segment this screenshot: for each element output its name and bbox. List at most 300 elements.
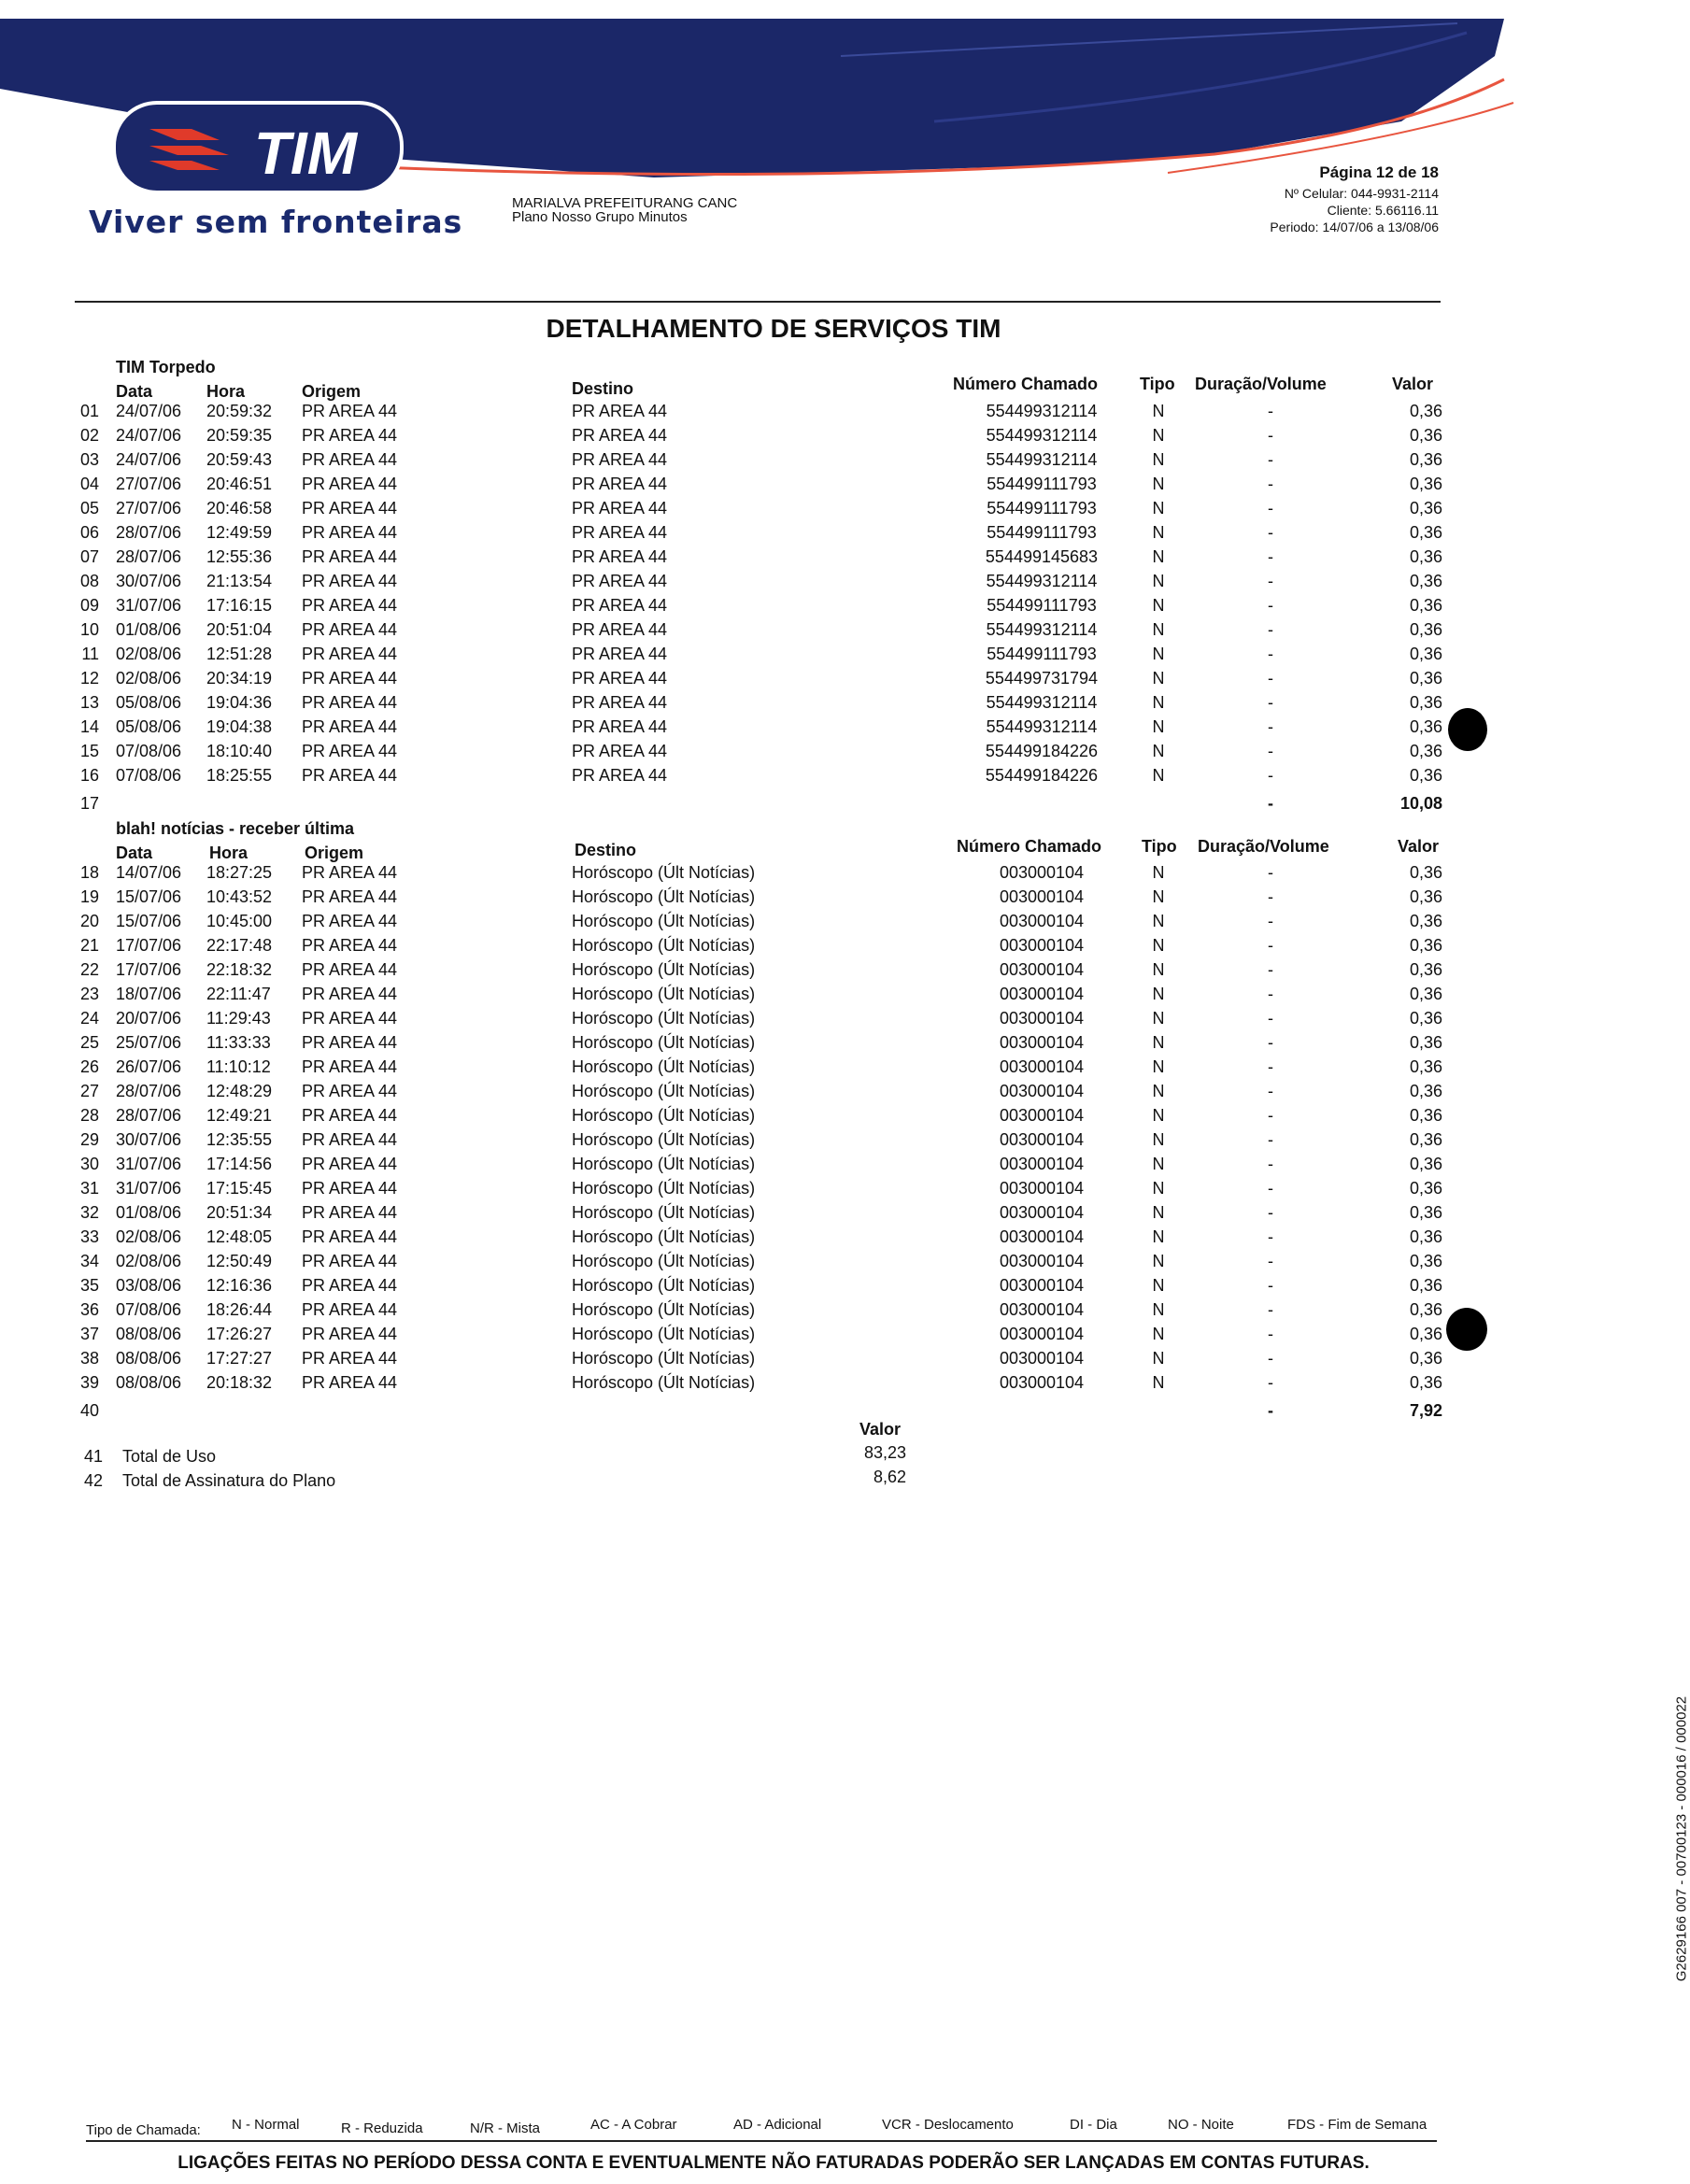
row-type: N <box>1152 426 1165 445</box>
row-destination: PR AREA 44 <box>572 475 668 493</box>
row-number: 12 <box>79 669 99 688</box>
row-time: 11:33:33 <box>206 1033 271 1052</box>
table-row <box>0 1373 1547 1397</box>
row-number: 11 <box>81 645 99 663</box>
row-type: N <box>1152 620 1165 639</box>
row-type: N <box>1152 1203 1165 1222</box>
row-date: 28/07/06 <box>116 1082 182 1100</box>
row-called-number: 003000104 <box>999 1276 1085 1295</box>
table-row <box>0 1009 1547 1033</box>
row-date: 08/08/06 <box>116 1349 182 1368</box>
row-called-number: 003000104 <box>999 1325 1085 1343</box>
row-value: 0,36 <box>1409 1203 1442 1222</box>
row-number: 22 <box>79 960 99 979</box>
row-destination: Horóscopo (Últ Notícias) <box>572 912 756 930</box>
row-duration: - <box>1268 1130 1273 1149</box>
row-called-number: 003000104 <box>999 1349 1085 1368</box>
row-type: N <box>1152 985 1165 1003</box>
row-type: N <box>1152 1009 1165 1028</box>
row-origin: PR AREA 44 <box>302 1057 398 1076</box>
row-number: 27 <box>79 1082 99 1100</box>
row-time: 22:11:47 <box>206 985 271 1003</box>
client-id: Cliente: 5.66116.11 <box>1327 203 1439 218</box>
row-date: 24/07/06 <box>116 402 182 420</box>
row-type: N <box>1152 1106 1165 1125</box>
row-number: 37 <box>79 1325 99 1343</box>
table-row <box>0 547 1547 572</box>
row-duration: - <box>1268 475 1273 493</box>
row-destination: PR AREA 44 <box>572 499 668 518</box>
row-type: N <box>1152 1082 1165 1100</box>
row-value: 0,36 <box>1409 887 1442 906</box>
row-value: 0,36 <box>1409 499 1442 518</box>
row-date: 02/08/06 <box>116 645 182 663</box>
row-time: 17:14:56 <box>206 1155 273 1173</box>
phone-number: Nº Celular: 044-9931-2114 <box>1284 186 1439 201</box>
row-origin: PR AREA 44 <box>302 912 398 930</box>
row-time: 18:25:55 <box>206 766 273 785</box>
total-dash: - <box>1268 794 1273 813</box>
page-info <box>1270 164 1439 235</box>
row-value: 0,36 <box>1409 1057 1442 1076</box>
row-type: N <box>1152 863 1165 882</box>
summary-label: Total de Uso <box>122 1447 217 1466</box>
row-date: 28/07/06 <box>116 523 182 542</box>
row-date: 02/08/06 <box>116 1227 182 1246</box>
row-number: 17 <box>79 794 99 813</box>
table-row <box>0 936 1547 960</box>
row-time: 12:48:29 <box>206 1082 273 1100</box>
row-duration: - <box>1268 1033 1273 1052</box>
summary-num: 41 <box>83 1447 103 1466</box>
row-time: 22:17:48 <box>206 936 273 955</box>
row-origin: PR AREA 44 <box>302 1082 398 1100</box>
row-destination: Horóscopo (Últ Notícias) <box>572 1155 756 1173</box>
row-value: 0,36 <box>1409 960 1442 979</box>
row-destination: PR AREA 44 <box>572 669 668 688</box>
row-value: 0,36 <box>1409 523 1442 542</box>
col-hora: Hora <box>209 844 249 862</box>
row-destination: PR AREA 44 <box>572 547 668 566</box>
row-number: 34 <box>79 1252 99 1270</box>
row-duration: - <box>1268 717 1273 736</box>
row-origin: PR AREA 44 <box>302 960 398 979</box>
row-called-number: 554499312114 <box>986 572 1098 590</box>
row-number: 24 <box>79 1009 99 1028</box>
row-duration: - <box>1268 1349 1273 1368</box>
row-number: 35 <box>79 1276 99 1295</box>
summary-num: 42 <box>83 1471 103 1490</box>
total-value: 10,08 <box>1399 794 1442 813</box>
row-duration: - <box>1268 669 1273 688</box>
row-number: 19 <box>79 887 99 906</box>
row-number: 03 <box>79 450 99 469</box>
row-value: 0,36 <box>1409 547 1442 566</box>
row-date: 05/08/06 <box>116 693 182 712</box>
table-row <box>0 1057 1547 1082</box>
row-value: 0,36 <box>1409 669 1442 688</box>
row-date: 17/07/06 <box>116 960 182 979</box>
row-time: 12:51:28 <box>206 645 273 663</box>
row-number: 08 <box>79 572 99 590</box>
row-type: N <box>1152 742 1165 760</box>
row-value: 0,36 <box>1409 1325 1442 1343</box>
row-time: 20:59:32 <box>206 402 273 420</box>
brand-tagline: Viver sem fronteiras <box>89 204 463 240</box>
row-number: 26 <box>79 1057 99 1076</box>
row-date: 03/08/06 <box>116 1276 182 1295</box>
legend-item: N - Normal <box>232 2117 300 2133</box>
row-value: 0,36 <box>1409 402 1442 420</box>
row-number: 31 <box>79 1179 99 1198</box>
row-type: N <box>1152 693 1165 712</box>
row-duration: - <box>1268 912 1273 930</box>
row-duration: - <box>1268 402 1273 420</box>
row-origin: PR AREA 44 <box>302 572 398 590</box>
row-duration: - <box>1268 499 1273 518</box>
row-time: 12:49:21 <box>206 1106 273 1125</box>
row-duration: - <box>1268 1155 1273 1173</box>
row-duration: - <box>1268 1276 1273 1295</box>
row-origin: PR AREA 44 <box>302 766 398 785</box>
row-number: 07 <box>79 547 99 566</box>
row-destination: Horóscopo (Últ Notícias) <box>572 863 756 882</box>
row-value: 0,36 <box>1409 912 1442 930</box>
row-duration: - <box>1268 450 1273 469</box>
summary-value: 8,62 <box>873 1468 906 1486</box>
row-date: 24/07/06 <box>116 450 182 469</box>
row-value: 0,36 <box>1409 572 1442 590</box>
row-type: N <box>1152 887 1165 906</box>
row-number: 05 <box>79 499 99 518</box>
row-destination: Horóscopo (Últ Notícias) <box>572 1009 756 1028</box>
customer-name: MARIALVA PREFEITURANG CANC <box>512 195 738 211</box>
row-date: 01/08/06 <box>116 620 182 639</box>
row-type: N <box>1152 1179 1165 1198</box>
row-time: 17:27:27 <box>206 1349 273 1368</box>
page-title: DETALHAMENTO DE SERVIÇOS TIM <box>546 314 1001 343</box>
footer-note: LIGAÇÕES FEITAS NO PERÍODO DESSA CONTA E EVENTUALMENTE NÃO FATURADAS PODERÃO SER LANÇADAS EM CONTAS FUTURAS. <box>178 2153 1370 2173</box>
row-called-number: 003000104 <box>999 1057 1085 1076</box>
header-divider <box>75 301 1441 303</box>
ink-blot <box>1446 1308 1487 1351</box>
row-date: 17/07/06 <box>116 936 182 955</box>
row-time: 11:29:43 <box>206 1009 271 1028</box>
row-duration: - <box>1268 1227 1273 1246</box>
row-date: 28/07/06 <box>116 1106 182 1125</box>
row-called-number: 003000104 <box>999 936 1085 955</box>
row-value: 0,36 <box>1409 1130 1442 1149</box>
table-row <box>0 742 1547 766</box>
row-value: 0,36 <box>1409 1373 1442 1392</box>
row-time: 12:16:36 <box>206 1276 273 1295</box>
total-row <box>0 1401 1547 1425</box>
table-row <box>0 523 1547 547</box>
row-value: 0,36 <box>1409 1252 1442 1270</box>
table-row <box>0 1325 1547 1349</box>
table-row <box>0 1300 1547 1325</box>
row-date: 24/07/06 <box>116 426 182 445</box>
row-duration: - <box>1268 547 1273 566</box>
row-value: 0,36 <box>1409 1227 1442 1246</box>
table-row <box>0 863 1547 887</box>
table-row <box>0 1033 1547 1057</box>
table-row <box>0 426 1547 450</box>
row-date: 07/08/06 <box>116 742 182 760</box>
row-type: N <box>1152 450 1165 469</box>
row-duration: - <box>1268 523 1273 542</box>
row-called-number: 003000104 <box>999 912 1085 930</box>
row-number: 33 <box>79 1227 99 1246</box>
row-time: 10:43:52 <box>206 887 273 906</box>
table-row <box>0 499 1547 523</box>
row-called-number: 003000104 <box>999 1009 1085 1028</box>
customer-info <box>512 196 737 224</box>
row-number: 38 <box>79 1349 99 1368</box>
row-destination: PR AREA 44 <box>572 523 668 542</box>
row-value: 0,36 <box>1409 985 1442 1003</box>
col-valor: Valor <box>1398 837 1440 856</box>
row-date: 31/07/06 <box>116 596 182 615</box>
row-origin: PR AREA 44 <box>302 1130 398 1149</box>
table-row <box>0 1179 1547 1203</box>
row-origin: PR AREA 44 <box>302 1009 398 1028</box>
row-origin: PR AREA 44 <box>302 426 398 445</box>
row-number: 25 <box>79 1033 99 1052</box>
row-value: 0,36 <box>1409 426 1442 445</box>
row-destination: Horóscopo (Últ Notícias) <box>572 1252 756 1270</box>
row-time: 20:34:19 <box>206 669 273 688</box>
row-time: 12:48:05 <box>206 1227 273 1246</box>
row-date: 25/07/06 <box>116 1033 182 1052</box>
row-time: 12:49:59 <box>206 523 273 542</box>
row-value: 0,36 <box>1409 717 1442 736</box>
row-duration: - <box>1268 887 1273 906</box>
row-destination: PR AREA 44 <box>572 402 668 420</box>
table-row <box>0 1252 1547 1276</box>
row-origin: PR AREA 44 <box>302 669 398 688</box>
row-type: N <box>1152 645 1165 663</box>
row-type: N <box>1152 1130 1165 1149</box>
row-type: N <box>1152 1057 1165 1076</box>
row-number: 39 <box>79 1373 99 1392</box>
row-called-number: 003000104 <box>999 1373 1085 1392</box>
row-destination: PR AREA 44 <box>572 717 668 736</box>
row-value: 0,36 <box>1409 1033 1442 1052</box>
row-date: 05/08/06 <box>116 717 182 736</box>
col-tipo: Tipo <box>1140 375 1175 393</box>
row-called-number: 554499312114 <box>986 450 1098 469</box>
row-value: 0,36 <box>1409 863 1442 882</box>
table-row <box>0 402 1547 426</box>
row-called-number: 554499145683 <box>985 547 1099 566</box>
row-destination: Horóscopo (Últ Notícias) <box>572 1300 756 1319</box>
row-date: 07/08/06 <box>116 1300 182 1319</box>
row-destination: Horóscopo (Últ Notícias) <box>572 1130 756 1149</box>
row-time: 18:26:44 <box>206 1300 273 1319</box>
row-date: 08/08/06 <box>116 1373 182 1392</box>
row-date: 31/07/06 <box>116 1179 182 1198</box>
row-value: 0,36 <box>1409 1349 1442 1368</box>
row-destination: Horóscopo (Últ Notícias) <box>572 936 756 955</box>
row-time: 20:51:34 <box>206 1203 273 1222</box>
row-time: 17:15:45 <box>206 1179 273 1198</box>
row-type: N <box>1152 717 1165 736</box>
row-origin: PR AREA 44 <box>302 1106 398 1125</box>
row-number: 29 <box>79 1130 99 1149</box>
row-duration: - <box>1268 572 1273 590</box>
row-type: N <box>1152 1349 1165 1368</box>
row-time: 12:50:49 <box>206 1252 273 1270</box>
row-number: 09 <box>79 596 99 615</box>
summary-value: 83,23 <box>863 1443 906 1462</box>
row-destination: PR AREA 44 <box>572 766 668 785</box>
row-time: 12:35:55 <box>206 1130 273 1149</box>
total-dash: - <box>1268 1401 1273 1420</box>
row-date: 28/07/06 <box>116 547 182 566</box>
row-type: N <box>1152 1276 1165 1295</box>
row-duration: - <box>1268 596 1273 615</box>
table-row <box>0 912 1547 936</box>
row-called-number: 003000104 <box>999 1155 1085 1173</box>
table-row <box>0 717 1547 742</box>
row-type: N <box>1152 960 1165 979</box>
row-number: 15 <box>79 742 99 760</box>
row-duration: - <box>1268 645 1273 663</box>
col-destino: Destino <box>575 841 637 859</box>
row-called-number: 554499111793 <box>987 475 1097 493</box>
row-number: 28 <box>79 1106 99 1125</box>
row-number: 30 <box>79 1155 99 1173</box>
row-type: N <box>1152 912 1165 930</box>
col-numero: Número Chamado <box>953 375 1099 393</box>
row-called-number: 003000104 <box>999 1179 1085 1198</box>
row-called-number: 554499312114 <box>986 693 1098 712</box>
row-duration: - <box>1268 1179 1273 1198</box>
row-type: N <box>1152 766 1165 785</box>
row-destination: Horóscopo (Últ Notícias) <box>572 1179 756 1198</box>
row-origin: PR AREA 44 <box>302 450 398 469</box>
row-number: 23 <box>79 985 99 1003</box>
row-origin: PR AREA 44 <box>302 717 398 736</box>
side-code: G2629166 007 - 00700123 - 000016 / 000022 <box>1673 1695 1690 1982</box>
row-destination: PR AREA 44 <box>572 596 668 615</box>
table-row <box>0 960 1547 985</box>
row-duration: - <box>1268 1300 1273 1319</box>
row-type: N <box>1152 596 1165 615</box>
row-destination: Horóscopo (Últ Notícias) <box>572 960 756 979</box>
row-destination: PR AREA 44 <box>572 645 668 663</box>
row-destination: Horóscopo (Últ Notícias) <box>572 1276 756 1295</box>
row-called-number: 003000104 <box>999 1203 1085 1222</box>
row-type: N <box>1152 475 1165 493</box>
row-duration: - <box>1268 1057 1273 1076</box>
total-row <box>0 794 1547 818</box>
row-called-number: 554499184226 <box>985 766 1099 785</box>
row-destination: Horóscopo (Últ Notícias) <box>572 1373 756 1392</box>
row-date: 27/07/06 <box>116 499 182 518</box>
row-value: 0,36 <box>1409 1082 1442 1100</box>
row-value: 0,36 <box>1409 1300 1442 1319</box>
row-duration: - <box>1268 960 1273 979</box>
table-row <box>0 1155 1547 1179</box>
table-row <box>0 1082 1547 1106</box>
col-hora: Hora <box>206 382 246 401</box>
row-called-number: 554499111793 <box>987 596 1097 615</box>
table-row <box>0 572 1547 596</box>
row-origin: PR AREA 44 <box>302 1325 398 1343</box>
row-called-number: 003000104 <box>999 1082 1085 1100</box>
row-type: N <box>1152 1325 1165 1343</box>
row-duration: - <box>1268 1009 1273 1028</box>
row-duration: - <box>1268 1203 1273 1222</box>
row-destination: PR AREA 44 <box>572 620 668 639</box>
row-origin: PR AREA 44 <box>302 985 398 1003</box>
col-numero: Número Chamado <box>957 837 1102 856</box>
row-value: 0,36 <box>1409 475 1442 493</box>
row-called-number: 554499184226 <box>985 742 1099 760</box>
row-value: 0,36 <box>1409 1179 1442 1198</box>
row-destination: Horóscopo (Últ Notícias) <box>572 1106 756 1125</box>
legend-item: FDS - Fim de Semana <box>1287 2117 1427 2133</box>
row-type: N <box>1152 1033 1165 1052</box>
ink-blot <box>1448 708 1487 751</box>
row-date: 15/07/06 <box>116 887 182 906</box>
row-origin: PR AREA 44 <box>302 742 398 760</box>
row-called-number: 554499312114 <box>986 402 1098 420</box>
row-duration: - <box>1268 693 1273 712</box>
row-called-number: 003000104 <box>999 1227 1085 1246</box>
row-value: 0,36 <box>1409 645 1442 663</box>
row-called-number: 003000104 <box>999 960 1085 979</box>
col-tipo: Tipo <box>1142 837 1177 856</box>
row-origin: PR AREA 44 <box>302 1179 398 1198</box>
row-origin: PR AREA 44 <box>302 402 398 420</box>
row-origin: PR AREA 44 <box>302 475 398 493</box>
table-row <box>0 620 1547 645</box>
row-time: 18:10:40 <box>206 742 273 760</box>
row-date: 08/08/06 <box>116 1325 182 1343</box>
legend-item: N/R - Mista <box>470 2120 540 2136</box>
row-value: 0,36 <box>1409 620 1442 639</box>
row-time: 17:26:27 <box>206 1325 273 1343</box>
row-called-number: 003000104 <box>999 1300 1085 1319</box>
row-origin: PR AREA 44 <box>302 693 398 712</box>
row-called-number: 554499731794 <box>985 669 1099 688</box>
row-time: 10:45:00 <box>206 912 273 930</box>
row-called-number: 554499312114 <box>986 620 1098 639</box>
row-type: N <box>1152 499 1165 518</box>
row-destination: PR AREA 44 <box>572 426 668 445</box>
legend-item: AC - A Cobrar <box>590 2117 677 2133</box>
row-duration: - <box>1268 936 1273 955</box>
row-time: 20:59:35 <box>206 426 273 445</box>
legend-label: Tipo de Chamada: <box>86 2122 201 2138</box>
row-date: 02/08/06 <box>116 669 182 688</box>
row-date: 27/07/06 <box>116 475 182 493</box>
row-origin: PR AREA 44 <box>302 499 398 518</box>
row-duration: - <box>1268 1373 1273 1392</box>
row-duration: - <box>1268 1106 1273 1125</box>
row-called-number: 003000104 <box>999 1130 1085 1149</box>
row-duration: - <box>1268 742 1273 760</box>
row-called-number: 003000104 <box>999 1033 1085 1052</box>
row-number: 14 <box>79 717 99 736</box>
row-date: 20/07/06 <box>116 1009 182 1028</box>
legend-item: R - Reduzida <box>341 2120 423 2136</box>
row-type: N <box>1152 402 1165 420</box>
table-row <box>0 985 1547 1009</box>
